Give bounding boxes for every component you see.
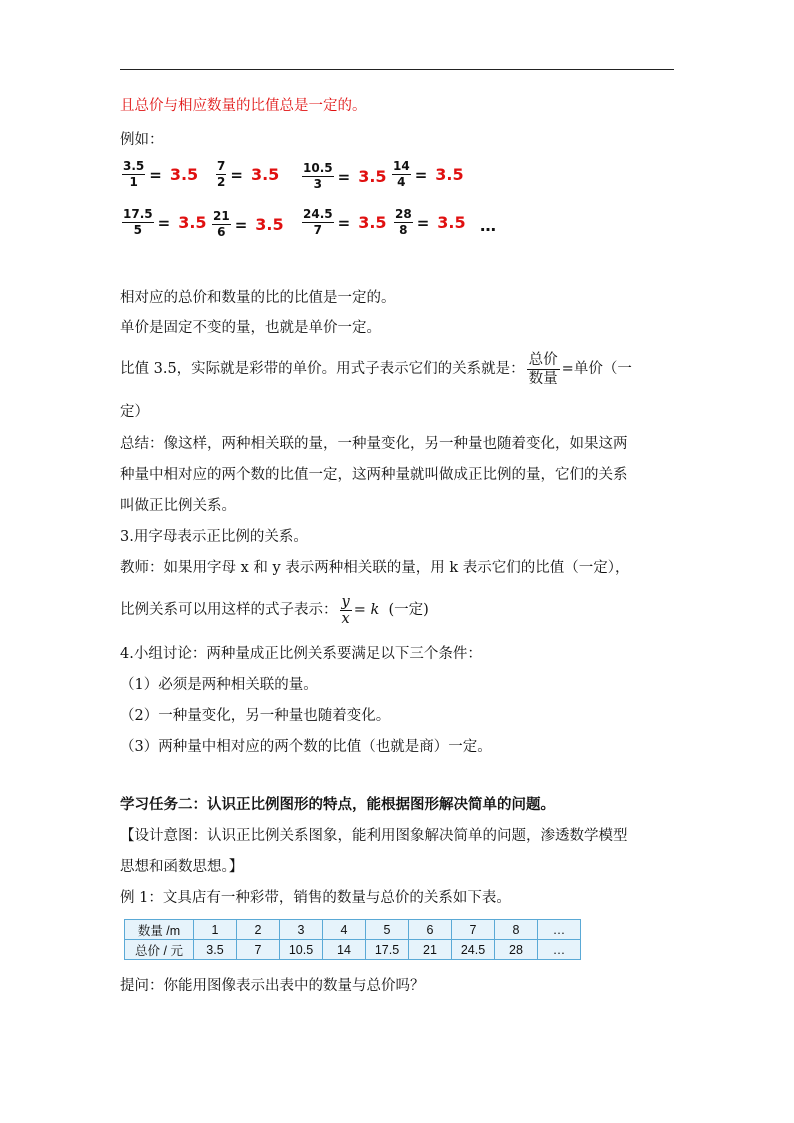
design-intent-2: 思想和函数思想。】 bbox=[120, 859, 244, 875]
table-cell: 2 bbox=[237, 920, 280, 940]
table-row bbox=[125, 920, 581, 940]
table-cell: 14 bbox=[323, 940, 366, 960]
table-cell: 21 bbox=[409, 940, 452, 960]
condition-1: （1）必须是两种相关联的量。 bbox=[120, 677, 318, 693]
table-cell: 17.5 bbox=[366, 940, 409, 960]
summary-line-3: 叫做正比例关系。 bbox=[120, 498, 236, 514]
table-cell: … bbox=[538, 920, 581, 940]
fraction-example: $\frac{24.5}{7}$ = 3.5 bbox=[303, 207, 387, 237]
ratio-constant-statement: 且总价与相应数量的比值总是一定的。 bbox=[120, 98, 367, 114]
table-cell: 28 bbox=[495, 940, 538, 960]
table-cell: 1 bbox=[194, 920, 237, 940]
paragraph-ratio: 相对应的总价和数量的比的比值是一定的。 bbox=[120, 290, 396, 306]
teacher-line-1: 教师：如果用字母 x 和 y 表示两种相关联的量，用 k 表示它们的比值（一定）， bbox=[120, 560, 630, 576]
total-over-quantity-fraction: 总价 数量 bbox=[528, 351, 558, 387]
condition-3: （3）两种量中相对应的两个数的比值（也就是商）一定。 bbox=[120, 739, 492, 755]
quantity-price-table bbox=[124, 919, 581, 960]
table-cell: … bbox=[538, 940, 581, 960]
example-label: 例如： bbox=[120, 132, 164, 148]
fraction-example: $\frac{3.5}{1}$ = 3.5 bbox=[123, 159, 199, 189]
example-1-intro: 例 1：文具店有一种彩带，销售的数量与总价的关系如下表。 bbox=[120, 890, 511, 906]
teacher-line-2: 比例关系可以用这样的式子表示： $\frac{y}{x}$ = k (一定) bbox=[120, 593, 429, 627]
section-4-title: 4.小组讨论：两种量成正比例关系要满足以下三个条件： bbox=[120, 646, 482, 662]
table-cell: 6 bbox=[409, 920, 452, 940]
header-rule bbox=[120, 69, 674, 70]
fraction-example: $\frac{14}{4}$ = 3.5 bbox=[393, 159, 464, 189]
summary-line-2: 种量中相对应的两个数的比值一定，这两种量就叫做成正比例的量，它们的关系 bbox=[120, 467, 628, 483]
section-3-title: 3.用字母表示正比例的关系。 bbox=[120, 529, 308, 545]
fraction-example: $\frac{10.5}{3}$ = 3.5 bbox=[303, 161, 387, 191]
table-cell: 数量 /m bbox=[125, 920, 194, 940]
table-cell: 3.5 bbox=[194, 940, 237, 960]
question: 提问：你能用图像表示出表中的数量与总价吗？ bbox=[120, 978, 425, 994]
table-cell: 24.5 bbox=[452, 940, 495, 960]
design-intent-1: 【设计意图：认识正比例关系图象，能利用图象解决简单的问题，渗透数学模型 bbox=[120, 828, 628, 844]
table-cell: 3 bbox=[280, 920, 323, 940]
paragraph-formula-cont: 定） bbox=[120, 404, 149, 420]
table-cell: 4 bbox=[323, 920, 366, 940]
task-2-heading: 学习任务二：认识正比例图形的特点，能根据图形解决简单的问题。 bbox=[120, 796, 555, 813]
fraction-example: $\frac{21}{6}$ = 3.5 bbox=[213, 209, 284, 239]
table-cell: 7 bbox=[452, 920, 495, 940]
table-cell: 总价 / 元 bbox=[125, 940, 194, 960]
table-cell: 8 bbox=[495, 920, 538, 940]
table-cell: 7 bbox=[237, 940, 280, 960]
fraction-example: $\frac{28}{8}$ = 3.5 bbox=[395, 207, 466, 237]
fraction-example: $\frac{17.5}{5}$ = 3.5 bbox=[123, 207, 207, 237]
fraction-example: $\frac{7}{2}$ = 3.5 bbox=[217, 159, 280, 189]
condition-2: （2）一种量变化，另一种量也随着变化。 bbox=[120, 708, 391, 724]
y-over-x-fraction: $\frac{y}{x}$ bbox=[341, 593, 350, 627]
summary-line-1: 总结：像这样，两种相关联的量，一种量变化，另一种量也随着变化，如果这两 bbox=[120, 436, 628, 452]
paragraph-unit-price: 单价是固定不变的量，也就是单价一定。 bbox=[120, 320, 381, 336]
table-row bbox=[125, 940, 581, 960]
table-cell: 10.5 bbox=[280, 940, 323, 960]
table-cell: 5 bbox=[366, 920, 409, 940]
ellipsis: … bbox=[480, 216, 496, 235]
paragraph-formula: 比值 3.5，实际就是彩带的单价。用式子表示它们的关系就是： 总价 数量 =单价（一 bbox=[120, 351, 632, 387]
